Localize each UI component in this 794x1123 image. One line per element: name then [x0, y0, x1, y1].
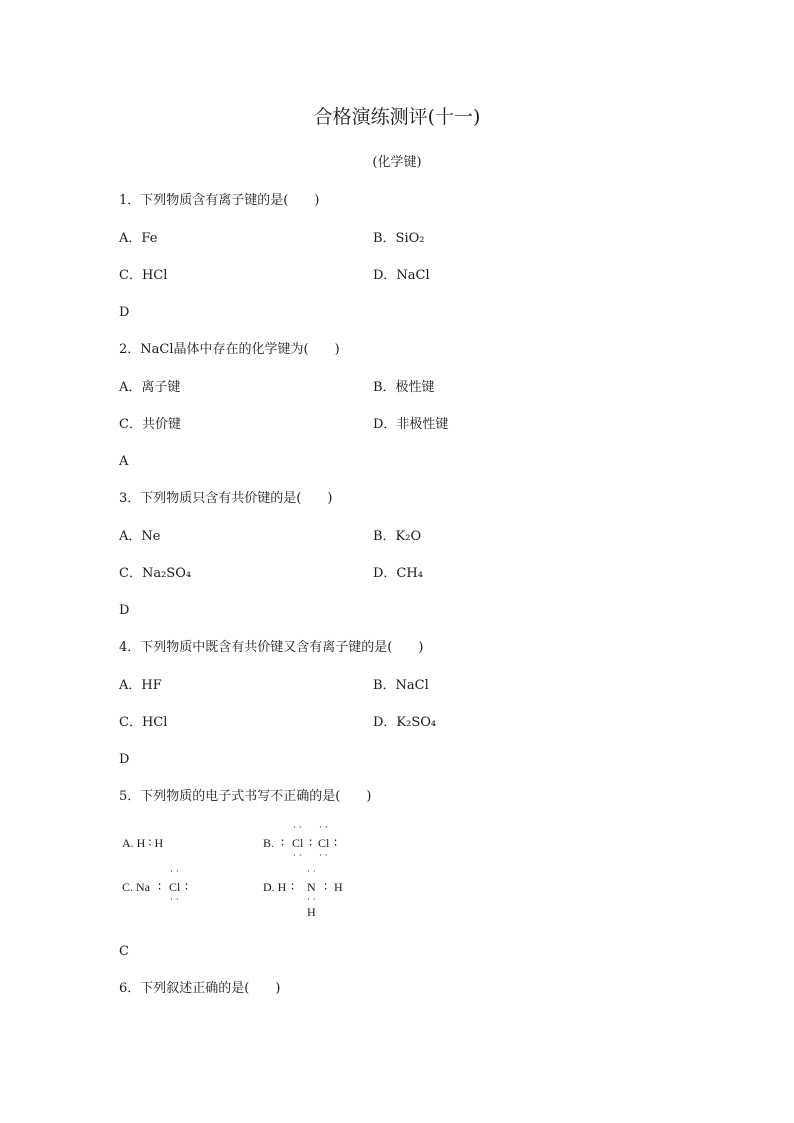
question-2-option-c: C．共价键 — [119, 417, 181, 432]
formula-c-colon-left: ∶ — [158, 880, 162, 894]
formula-a-label: A. H — [122, 836, 146, 850]
question-4-answer: D — [119, 752, 130, 767]
page-title: 合格演练测评(十一) — [313, 106, 481, 128]
question-4-option-a: A．HF — [119, 678, 162, 693]
formula-d-colon-right: ∶ — [324, 880, 328, 894]
formula-b-dots-top-1: ·· — [293, 823, 305, 833]
question-1-option-b: B．SiO₂ — [373, 231, 425, 246]
question-1-option-a: A．Fe — [119, 231, 158, 246]
question-5-stem: 5．下列物质的电子式书写不正确的是( ) — [119, 789, 372, 804]
formula-d-bottom: H — [307, 905, 316, 919]
question-1-option-c: C．HCl — [119, 268, 168, 283]
formula-b-cl2: Cl — [318, 836, 330, 850]
page-subtitle: (化学键) — [372, 155, 422, 170]
question-5-answer: C — [119, 944, 129, 959]
question-1-stem: 1．下列物质含有离子键的是( ) — [119, 193, 320, 208]
formula-d-dots-bottom: ·· — [307, 895, 319, 905]
question-6-stem: 6．下列叙述正确的是( ) — [119, 981, 281, 996]
formula-a — [122, 837, 163, 849]
question-2-stem: 2．NaCl晶体中存在的化学键为( ) — [119, 342, 340, 357]
question-2-option-b: B．极性键 — [373, 380, 435, 395]
formula-b-colon-left: ∶ — [281, 836, 285, 850]
formula-c-label: C. Na — [122, 880, 150, 894]
question-3-answer: D — [119, 603, 130, 618]
formula-b-colon-mid: ∶ — [309, 836, 313, 850]
question-3-option-c: C．Na₂SO₄ — [119, 566, 192, 581]
question-2-answer: A — [119, 454, 129, 469]
question-3-stem: 3．下列物质只含有共价键的是( ) — [119, 491, 333, 506]
formula-d-end: H — [334, 880, 343, 894]
formula-d-dots-top: ·· — [307, 867, 319, 877]
question-4-stem: 4．下列物质中既含有共价键又含有离子键的是( ) — [119, 640, 424, 655]
formula-b-dots-top-2: ·· — [319, 823, 331, 833]
question-3-option-d: D．CH₄ — [373, 566, 423, 581]
formula-c-dots-bottom: ·· — [170, 895, 182, 905]
formula-d-n: N — [307, 880, 316, 894]
question-1-answer: D — [119, 305, 130, 320]
question-2-option-d: D．非极性键 — [373, 417, 449, 432]
formula-b-cl1: Cl — [292, 836, 304, 850]
formula-b-label: B. — [263, 836, 275, 850]
question-4-option-b: B．NaCl — [373, 678, 429, 693]
question-3-option-b: B．K₂O — [373, 529, 422, 544]
question-4-option-d: D．K₂SO₄ — [373, 715, 437, 730]
formula-a-colon: ∶ — [148, 836, 152, 850]
question-4-option-c: C．HCl — [119, 715, 168, 730]
formula-a-end: H — [154, 836, 164, 850]
question-2-option-a: A．离子键 — [119, 380, 181, 395]
formula-b-colon-right: ∶ — [334, 836, 338, 850]
question-3-option-a: A．Ne — [119, 529, 161, 544]
formula-c-dots-top: ·· — [170, 867, 182, 877]
formula-c-cl: Cl — [169, 880, 181, 894]
question-1-option-d: D．NaCl — [373, 268, 430, 283]
formula-d-label: D. H — [263, 880, 287, 894]
formula-b-dots-bottom-2: ·· — [319, 851, 331, 861]
formula-d-colon-left: ∶ — [291, 880, 295, 894]
formula-c-colon-right: ∶ — [185, 880, 189, 894]
formula-b-dots-bottom-1: ·· — [293, 851, 305, 861]
